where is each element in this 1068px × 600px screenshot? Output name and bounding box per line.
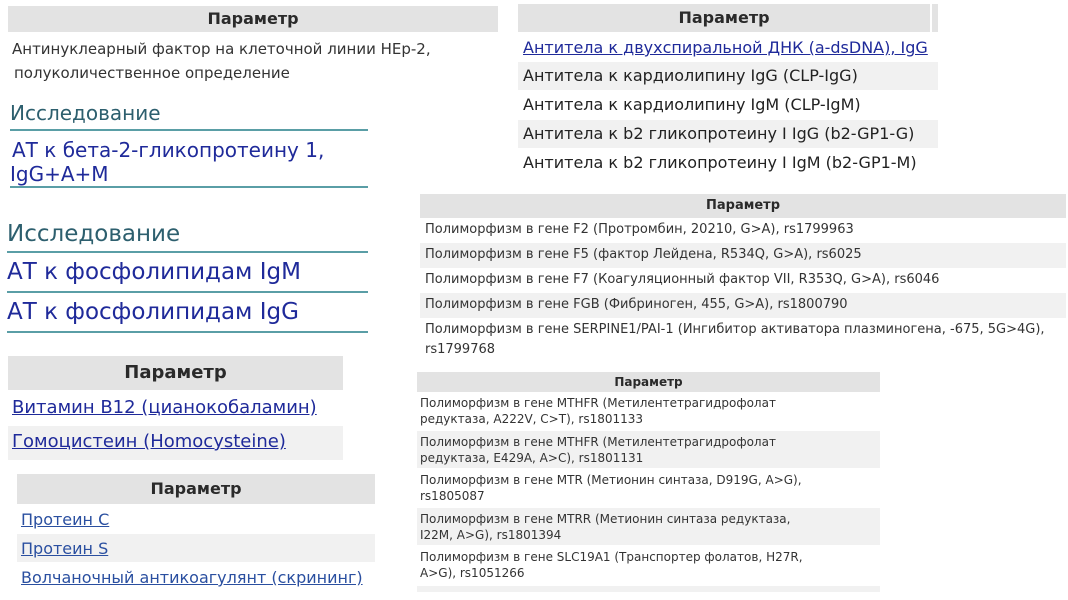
homocysteine-link[interactable]: Гомоцистеин (Homocysteine): [12, 431, 286, 452]
study-title: Исследование: [10, 101, 368, 131]
antibody-list-item: Антитела к b2 гликопротеину I IgM (b2-GP1-M): [523, 153, 917, 172]
ana-parameter-line: Антинуклеарный фактор на клеточной линии HEp-2,: [12, 40, 431, 58]
ana-parameter-line: полуколичественное определение: [14, 64, 290, 82]
lupus-anticoagulant-link[interactable]: Волчаночный антикоагулянт (скрининг): [21, 568, 363, 587]
polymorphism-item-line: rs1799768: [425, 342, 496, 357]
vitamin-table-header: Параметр: [8, 356, 343, 390]
polymorphism-item: Полиморфизм в гене FGB (Фибриноген, 455, G>A), rs1800790: [425, 297, 848, 312]
folate-list-item: [420, 434, 776, 466]
polymorphism-item: Полиморфизм в гене F7 (Коагуляционный фактор VII, R353Q, G>A), rs6046: [425, 272, 940, 287]
coagulation-table-header: Параметр: [420, 194, 1066, 218]
item-line: A>G), rs1051266: [420, 566, 525, 580]
item-line: Полиморфизм в гене MTHFR (Метилентетрагидрофолат: [420, 435, 776, 449]
folate-list-item: [420, 511, 790, 543]
item-line: Полиморфизм в гене MTHFR (Метилентетрагидрофолат: [420, 396, 776, 410]
polymorphism-item-line: Полиморфизм в гене SERPINE1/PAI-1 (Ингибитор активатора плазминогена, -675, 5G>4G),: [425, 322, 1045, 337]
folate-list-item: [420, 472, 802, 504]
header-edge: [932, 4, 938, 32]
protein-s-link[interactable]: Протеин S: [21, 539, 109, 558]
item-line: Полиморфизм в гене MTR (Метионин синтаза, D919G, A>G),: [420, 473, 802, 487]
item-line: rs1805087: [420, 489, 485, 503]
study-item-line: АТ к бета-2-гликопротеину 1,: [12, 138, 325, 162]
antibodies-table-header: Параметр: [518, 4, 930, 32]
item-line: Полиморфизм в гене SLC19A1 (Транспортер фолатов, H27R,: [420, 550, 803, 564]
cut-off-row: [417, 586, 880, 592]
antibody-list-item: Антитела к b2 гликопротеину I IgG (b2-GP1-G): [523, 124, 915, 143]
polymorphism-item: Полиморфизм в гене F2 (Протромбин, 20210, G>A), rs1799963: [425, 222, 854, 237]
antibody-list-item: Антитела к кардиолипину IgG (CLP-IgG): [523, 66, 858, 85]
folate-table-header: Параметр: [417, 372, 880, 392]
study-item-line: IgG+A+M: [10, 162, 368, 188]
protein-table-header: Параметр: [17, 474, 375, 504]
item-line: редуктаза, A222V, C>T), rs1801133: [420, 412, 644, 426]
folate-list-item: [420, 395, 776, 427]
protein-c-link[interactable]: Протеин C: [21, 510, 110, 529]
item-line: Полиморфизм в гене MTRR (Метионин синтаза редуктаза,: [420, 512, 791, 526]
study-title: Исследование: [7, 221, 368, 253]
study-item: АТ к фосфолипидам IgG: [7, 299, 368, 333]
item-line: редуктаза, E429A, A>C), rs1801131: [420, 451, 644, 465]
item-line: I22M, A>G), rs1801394: [420, 528, 562, 542]
folate-list-item: [420, 549, 803, 581]
vitamin-b12-link[interactable]: Витамин B12 (цианокобаламин): [12, 397, 317, 418]
antibody-list-item: Антитела к кардиолипину IgM (CLP-IgM): [523, 95, 861, 114]
ana-table-header: Параметр: [8, 6, 498, 32]
antibody-link-item[interactable]: Антитела к двухспиральной ДНК (a-dsDNA), IgG: [523, 38, 928, 57]
study-item: АТ к фосфолипидам IgM: [7, 259, 368, 293]
polymorphism-item: Полиморфизм в гене F5 (фактор Лейдена, R534Q, G>A), rs6025: [425, 247, 862, 262]
